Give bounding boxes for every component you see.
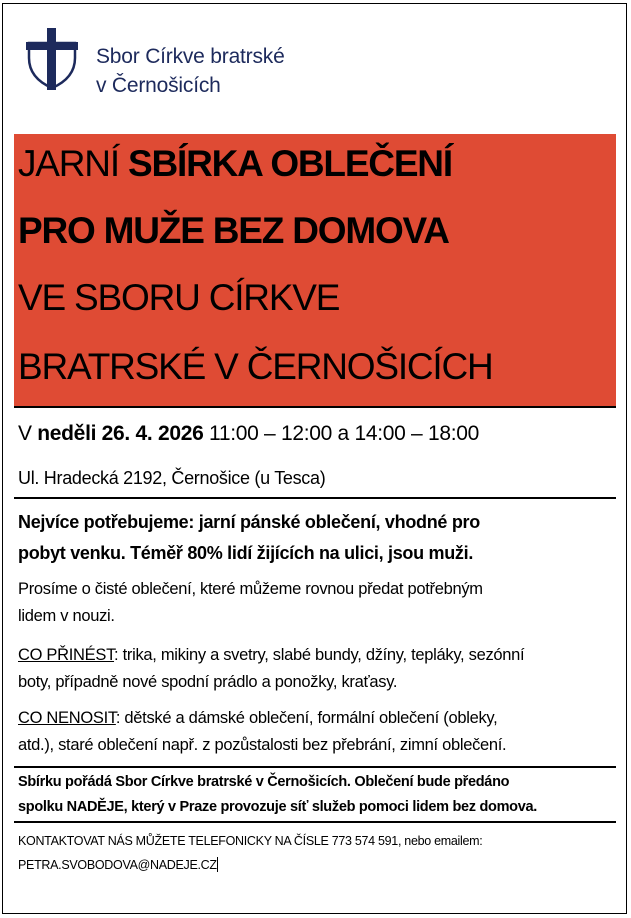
title-line-2: PRO MUŽE BEZ DOMOVA <box>18 210 449 251</box>
event-address: Ul. Hradecká 2192, Černošice (u Tesca) <box>18 468 326 488</box>
title-line-3: VE SBORU CÍRKVE <box>18 277 340 318</box>
event-date: neděli 26. 4. 2026 <box>37 422 204 445</box>
organizer-line-2: spolku NADĚJE, který v Praze provozuje síť služeb pomoci lidem bez domova. <box>18 799 537 815</box>
title-line-1 <box>18 142 452 186</box>
request-line-2: lidem v nouzi. <box>18 607 115 625</box>
contact-email[interactable]: PETRA.SVOBODOVA@NADEJE.CZ <box>18 858 217 872</box>
divider <box>14 821 616 823</box>
bring-line-2: boty, případně nové spodní prádlo a ponožky, kraťasy. <box>18 673 398 691</box>
dont-label: CO NENOSIT <box>18 709 116 727</box>
organizer-line-1: Sbírku pořádá Sbor Církve bratrské v Černošicích. Oblečení bude předáno <box>18 774 510 790</box>
logo-text <box>96 42 285 100</box>
title-banner <box>14 134 616 408</box>
dont-line-1 <box>18 709 497 728</box>
logo-line-2: v Černošicích <box>96 74 221 97</box>
request-line-1: Prosíme o čisté oblečení, které můžeme rovnou předat potřebným <box>18 580 483 598</box>
contact-email-line <box>18 857 218 872</box>
bring-items: : trika, mikiny a svetry, slabé bundy, džíny, tepláky, sezónní <box>114 646 525 664</box>
divider <box>14 766 616 768</box>
needs-line-2: pobyt venku. Téměř 80% lidí žijících na ulici, jsou muži. <box>18 543 474 563</box>
bring-line-1 <box>18 646 524 665</box>
contact-line: KONTAKTOVAT NÁS MŮŽETE TELEFONICKY NA ČÍSLE 773 574 591, nebo emailem: <box>18 834 483 848</box>
event-datetime <box>18 422 479 446</box>
dont-line-2: atd.), staré oblečení např. z pozůstalosti bez přebrání, zimní oblečení. <box>18 736 507 754</box>
cross-shield-icon <box>26 28 78 90</box>
text-cursor <box>217 857 218 872</box>
needs-line-1: Nejvíce potřebujeme: jarní pánské oblečení, vhodné pro <box>18 512 480 532</box>
bring-label: CO PŘINÉST <box>18 646 115 664</box>
title-bold: SBÍRKA OBLEČENÍ <box>127 143 452 184</box>
title-regular: JARNÍ <box>18 143 128 184</box>
divider <box>14 497 616 499</box>
event-times: 11:00 – 12:00 a 14:00 – 18:00 <box>203 422 479 445</box>
logo-line-1: Sbor Církve bratrské <box>96 45 285 68</box>
title-line-4: BRATRSKÉ V ČERNOŠICÍCH <box>18 346 493 387</box>
dont-items: : dětské a dámské oblečení, formální oblečení (obleky, <box>115 709 498 727</box>
date-prefix: V <box>18 422 38 445</box>
